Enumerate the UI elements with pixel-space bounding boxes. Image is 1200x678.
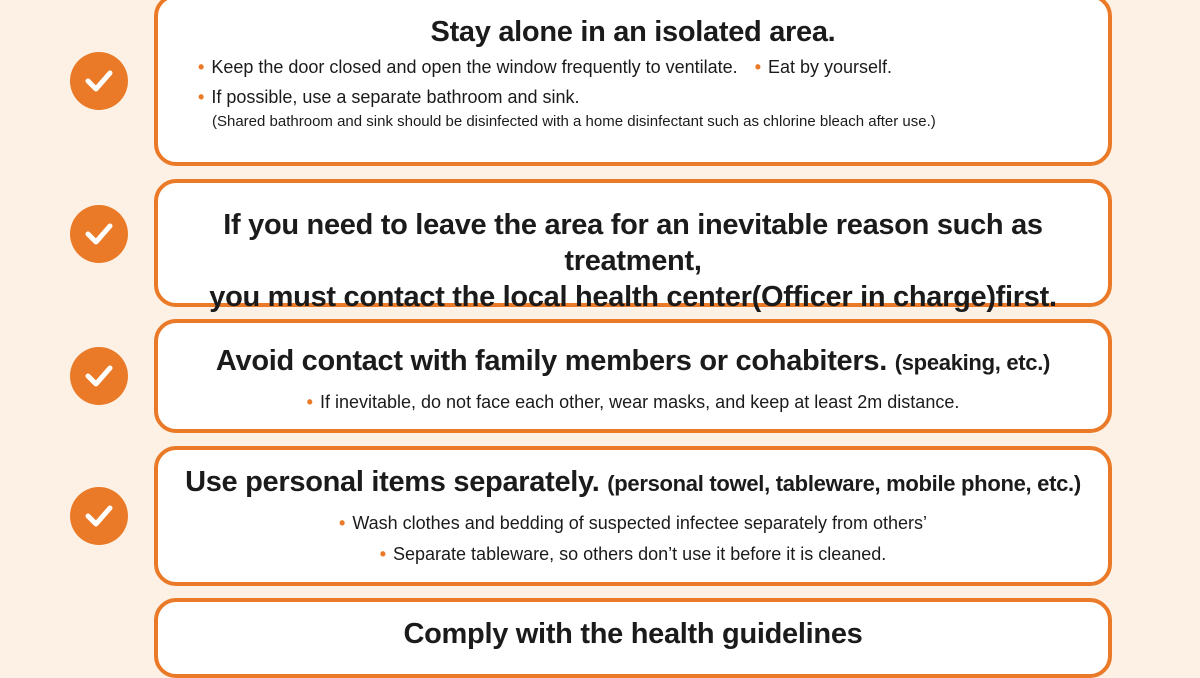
- checkmark-circle-icon: [70, 487, 128, 545]
- card-title: Comply with the health guidelines: [403, 618, 863, 650]
- card-bullet: [158, 54, 1108, 81]
- bullet-text: Wash clothes and bedding of suspected infectee separately from others’: [352, 513, 927, 533]
- card-title-line-1: If you need to leave the area for an inevitable reason such as treatment,: [223, 209, 1043, 277]
- card-title-text: Avoid contact with family members or cohabiters.: [215, 345, 887, 377]
- guideline-card-avoid-contact: [154, 319, 1112, 433]
- bullet-text: If inevitable, do not face each other, wear masks, and keep at least 2m distance.: [319, 392, 960, 412]
- card-bullet: [158, 84, 1108, 111]
- guideline-card-personal-items: [154, 446, 1112, 586]
- card-title: [158, 464, 1108, 502]
- card-title-text: Use personal items separately.: [185, 466, 600, 498]
- guideline-card-leave-area: [154, 179, 1112, 313]
- card-title-extra: (personal towel, tableware, mobile phone, etc.): [607, 471, 1081, 496]
- bullet-text: Keep the door closed and open the window frequently to ventilate.: [211, 57, 738, 77]
- bullet-dot: •: [754, 57, 761, 77]
- card-title: Stay alone in an isolated area.: [430, 16, 836, 48]
- bullet-text: If possible, use a separate bathroom and sink.: [211, 87, 580, 107]
- bullet-dot: •: [306, 392, 313, 412]
- bullet-dot: •: [339, 513, 346, 533]
- card-title: [158, 343, 1108, 381]
- guideline-card-comply: [154, 598, 1112, 678]
- bullet-dot: •: [198, 87, 205, 107]
- card-title-line-2: you must contact the local health center(Officer in charge)first.: [209, 281, 1057, 313]
- card-bullet: [158, 389, 1108, 416]
- guideline-card-isolation: [154, 0, 1112, 166]
- card-bullet: [158, 541, 1108, 568]
- bullet-dot: •: [379, 544, 386, 564]
- bullet-text: Separate tableware, so others don’t use it before it is cleaned.: [393, 544, 887, 564]
- checkmark-circle-icon: [70, 205, 128, 263]
- bullet-text: Eat by yourself.: [768, 57, 893, 77]
- card-note: (Shared bathroom and sink should be disinfected with a home disinfectant such as chlorine bleach after use.): [212, 113, 936, 130]
- checkmark-circle-icon: [70, 347, 128, 405]
- card-title-extra: (speaking, etc.): [894, 350, 1051, 375]
- card-bullet: [158, 510, 1108, 537]
- checkmark-circle-icon: [70, 52, 128, 110]
- bullet-dot: •: [198, 57, 205, 77]
